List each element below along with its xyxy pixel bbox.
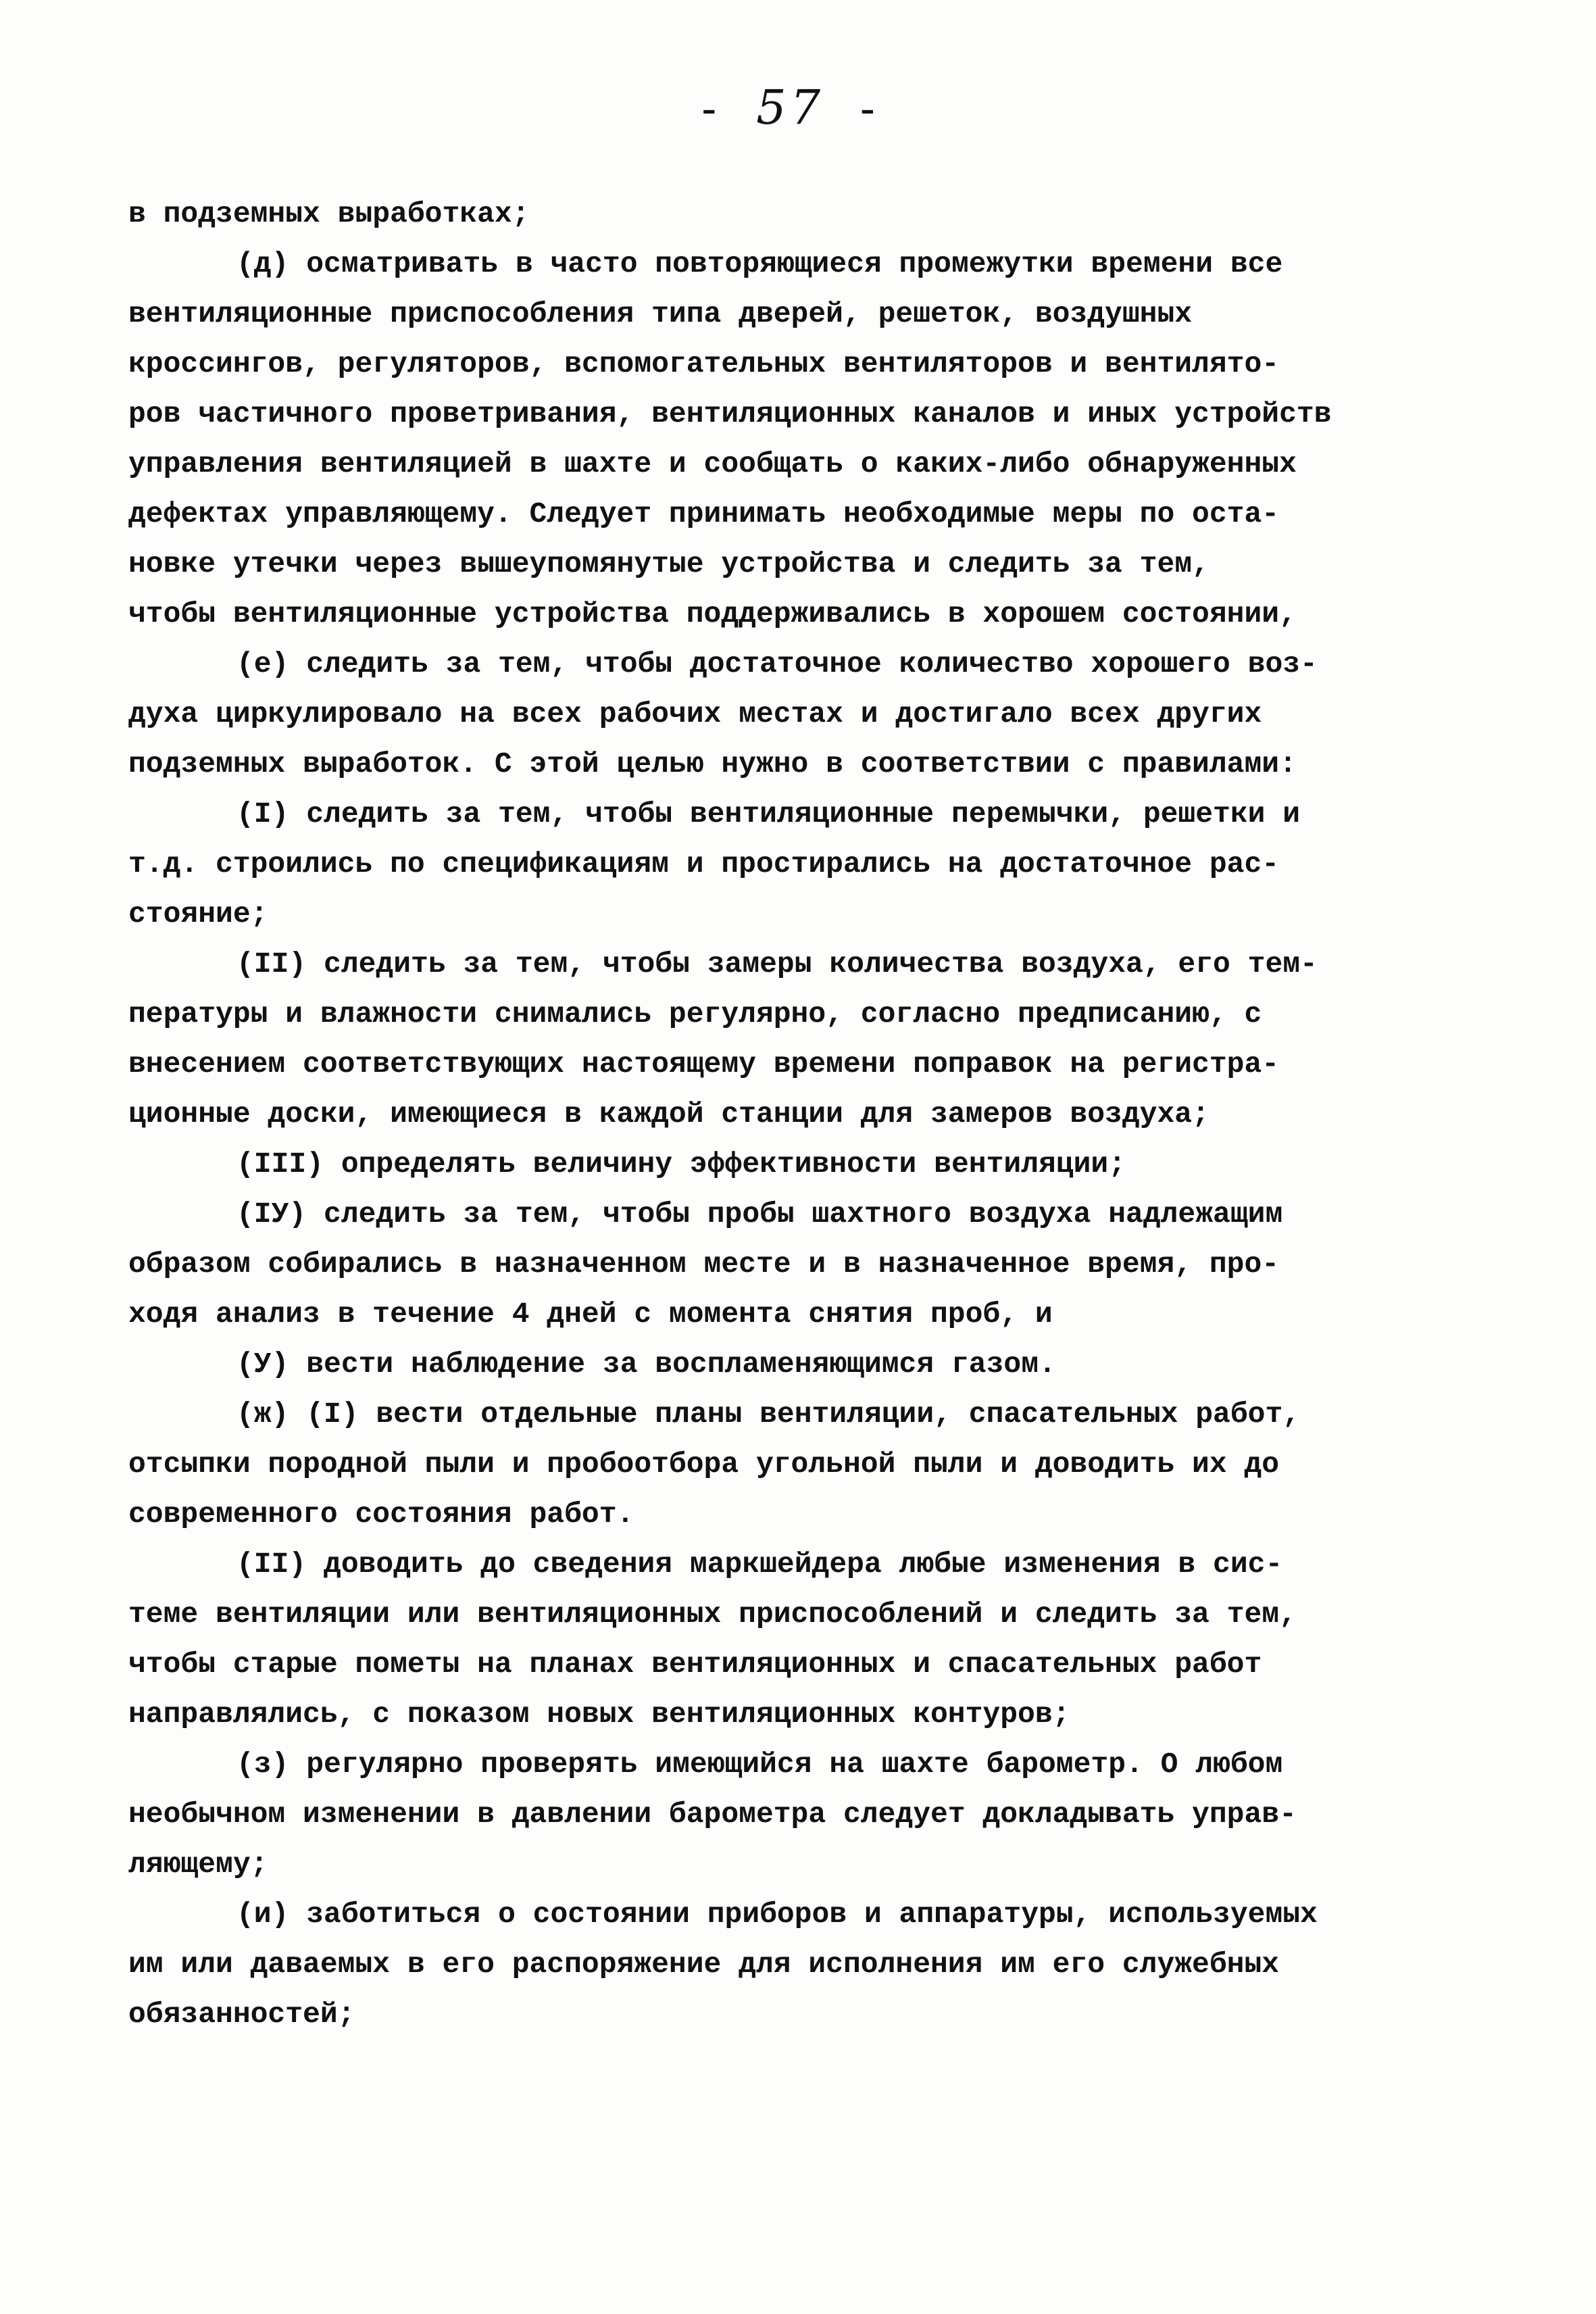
text-line: (III) определять величину эффективности вентиляции; bbox=[236, 1148, 1126, 1181]
page-number bbox=[696, 80, 884, 135]
text-line: необычном изменении в давлении барометра следует докладывать управ- bbox=[128, 1798, 1297, 1831]
text-line: ров частичного проветривания, вентиляционных каналов и иных устройств bbox=[128, 397, 1332, 430]
text-line: ляющему; bbox=[128, 1848, 268, 1881]
text-line: (е) следить за тем, чтобы достаточное количество хорошего воз- bbox=[236, 647, 1318, 681]
text-line: кроссингов, регуляторов, вспомогательных вентиляторов и вентилято- bbox=[128, 347, 1280, 380]
text-line: в подземных выработках; bbox=[128, 197, 530, 230]
text-line: дефектах управляющему. Следует принимать необходимые меры по оста- bbox=[128, 497, 1280, 531]
text-line: образом собирались в назначенном месте и в назначенное время, про- bbox=[128, 1248, 1280, 1281]
text-line: (и) заботиться о состоянии приборов и аппаратуры, используемых bbox=[236, 1898, 1318, 1931]
text-line: (I) следить за тем, чтобы вентиляционные перемычки, решетки и bbox=[236, 797, 1301, 831]
text-line: новке утечки через вышеупомянутые устройства и следить за тем, bbox=[128, 547, 1210, 581]
text-line: направлялись, с показом новых вентиляционных контуров; bbox=[128, 1698, 1070, 1731]
text-line: внесением соответствующих настоящему времени поправок на регистра- bbox=[128, 1048, 1280, 1081]
text-line: (IУ) следить за тем, чтобы пробы шахтного воздуха надлежащим bbox=[236, 1198, 1283, 1231]
text-line: чтобы вентиляционные устройства поддерживались в хорошем состоянии, bbox=[128, 597, 1297, 631]
text-line: пературы и влажности снимались регулярно, согласно предписанию, с bbox=[128, 998, 1262, 1031]
page-number-prefix: - bbox=[696, 84, 757, 134]
text-line: чтобы старые пометы на планах вентиляционных и спасательных работ bbox=[128, 1648, 1262, 1681]
text-line: духа циркулировало на всех рабочих местах и достигало всех других bbox=[128, 697, 1262, 731]
text-line: ционные доски, имеющиеся в каждой станции для замеров воздуха; bbox=[128, 1098, 1210, 1131]
text-line: (II) следить за тем, чтобы замеры количества воздуха, его тем- bbox=[236, 947, 1318, 981]
page-number-value: 57 bbox=[756, 80, 825, 135]
text-line: (У) вести наблюдение за воспламеняющимся газом. bbox=[236, 1348, 1056, 1381]
text-line: ходя анализ в течение 4 дней с момента снятия проб, и bbox=[128, 1298, 1053, 1331]
text-line: т.д. строились по спецификациям и простирались на достаточное рас- bbox=[128, 847, 1280, 881]
text-line: теме вентиляции или вентиляционных приспособлений и следить за тем, bbox=[128, 1598, 1297, 1631]
text-line: (д) осматривать в часто повторяющиеся промежутки времени все bbox=[236, 247, 1283, 280]
page-number-suffix: - bbox=[824, 84, 885, 134]
text-line: стояние; bbox=[128, 897, 268, 931]
text-line: (з) регулярно проверять имеющийся на шахте барометр. О любом bbox=[236, 1748, 1283, 1781]
text-line: отсыпки породной пыли и пробоотбора угольной пыли и доводить их до bbox=[128, 1448, 1280, 1481]
body-text bbox=[128, 189, 1541, 2040]
text-line: подземных выработок. С этой целью нужно в соответствии с правилами: bbox=[128, 747, 1297, 781]
text-line: обязанностей; bbox=[128, 1998, 355, 2031]
text-line: (ж) (I) вести отдельные планы вентиляции, спасательных работ, bbox=[236, 1398, 1301, 1431]
text-line: им или даваемых в его распоряжение для исполнения им его служебных bbox=[128, 1948, 1280, 1981]
text-line: управления вентиляцией в шахте и сообщать о каких-либо обнаруженных bbox=[128, 447, 1297, 481]
text-line: современного состояния работ. bbox=[128, 1498, 634, 1531]
text-line: (II) доводить до сведения маркшейдера любые изменения в сис- bbox=[236, 1548, 1283, 1581]
text-line: вентиляционные приспособления типа дверей, решеток, воздушных bbox=[128, 297, 1193, 330]
